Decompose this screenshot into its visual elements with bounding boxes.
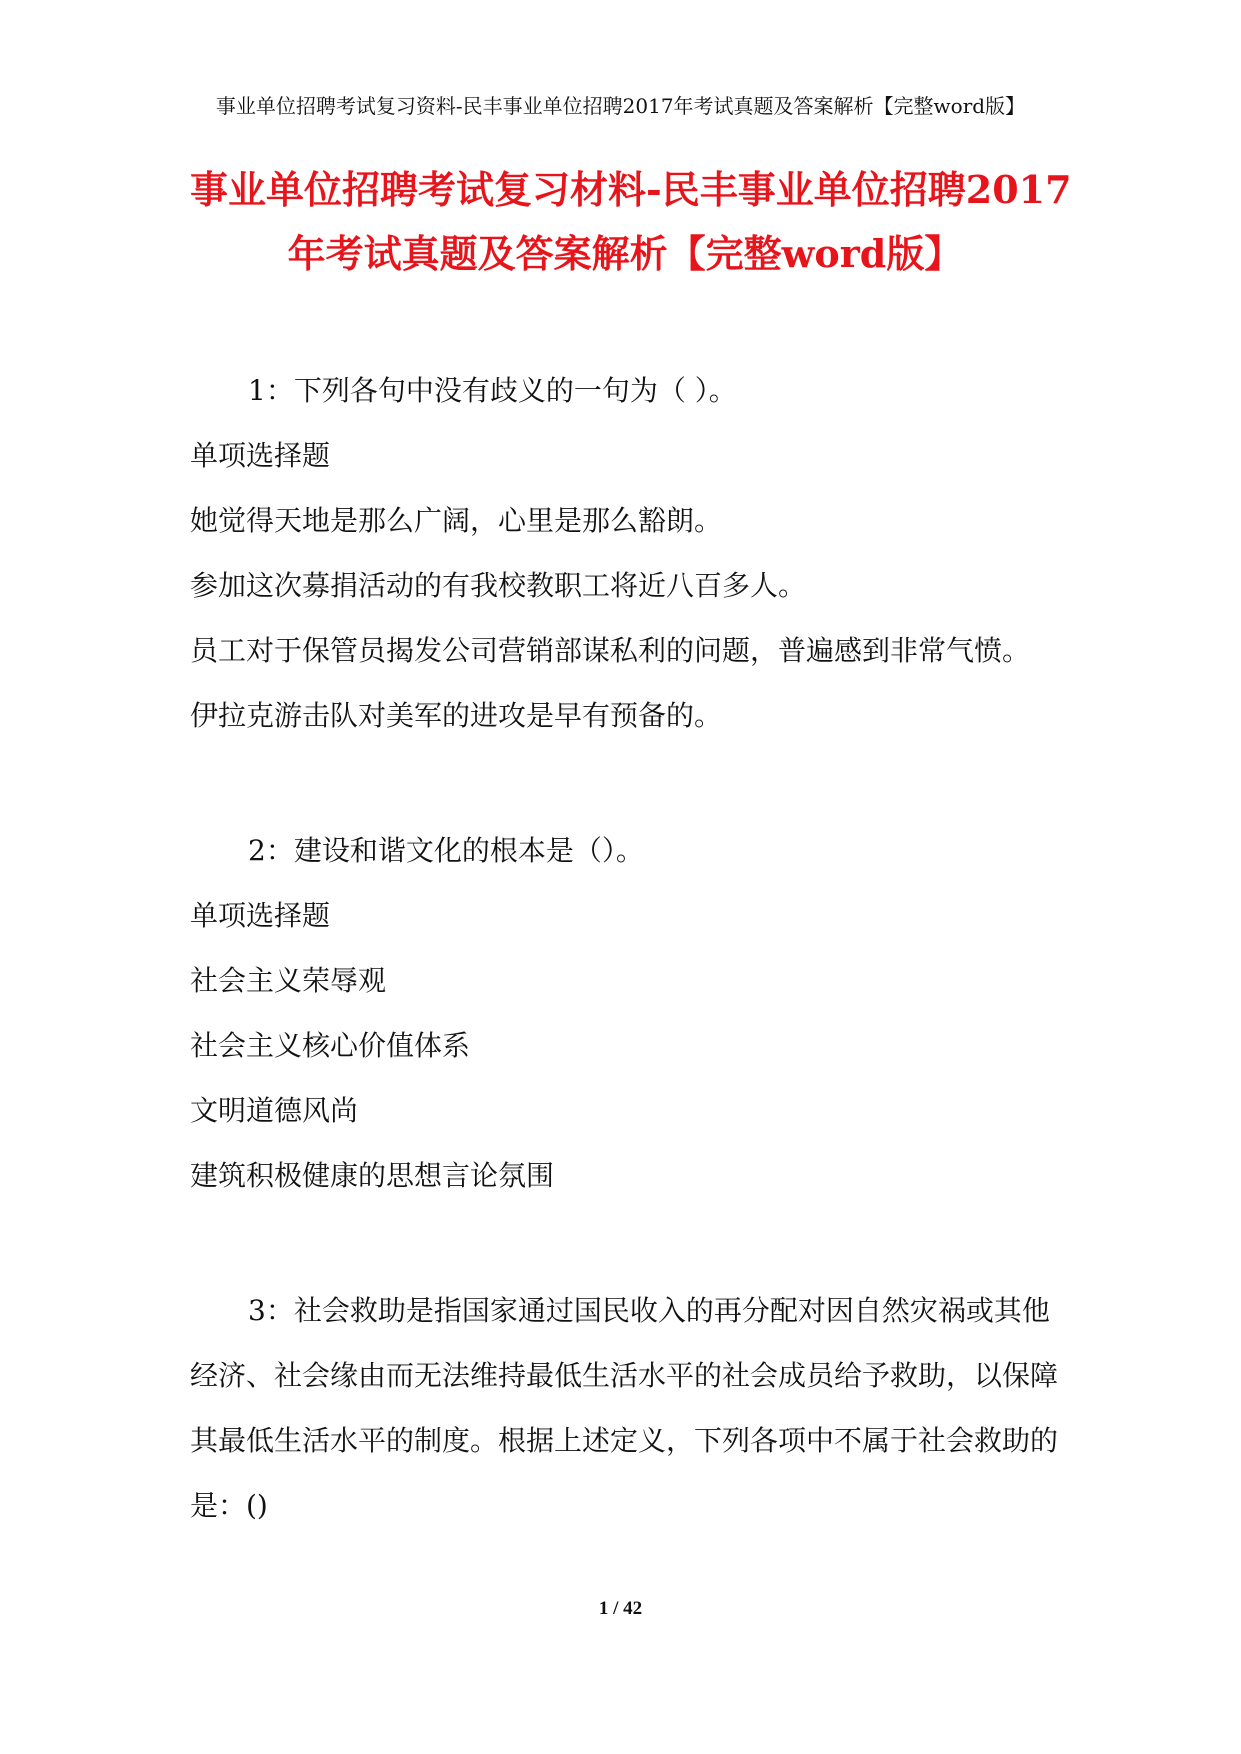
option-1: 她觉得天地是那么广阔，心里是那么豁朗。 — [190, 504, 723, 537]
question-type: 单项选择题 — [190, 899, 331, 932]
question-type: 单项选择题 — [190, 439, 331, 472]
option-2: 参加这次募捐活动的有我校教职工将近八百多人。 — [190, 569, 807, 602]
title-line-2: 年考试真题及答案解析【完整word版】 — [287, 231, 963, 276]
option-3: 文明道德风尚 — [190, 1094, 359, 1127]
option-1: 社会主义荣辱观 — [190, 964, 387, 997]
option-2: 社会主义核心价值体系 — [190, 1029, 471, 1062]
question-stem: 2：建设和谐文化的根本是（）。 — [248, 834, 644, 867]
option-4: 建筑积极健康的思想言论氛围 — [190, 1159, 555, 1192]
question-1 — [190, 358, 1060, 748]
title-line-1: 事业单位招聘考试复习材料-民丰事业单位招聘2017 — [190, 167, 1072, 212]
option-4: 伊拉克游击队对美军的进攻是早有预备的。 — [190, 699, 723, 732]
option-3: 员工对于保管员揭发公司营销部谋私利的问题，普遍感到非常气愤。 — [190, 634, 1031, 667]
question-stem: 3：社会救助是指国家通过国民收入的再分配对因自然灾祸或其他经济、社会缘由而无法维持最低生活水平的社会成员给予救助，以保障其最低生活水平的制度。根据上述定义，下列各项中不属于社会救助的是：() — [190, 1294, 1059, 1522]
question-stem: 1：下列各句中没有歧义的一句为（ ）。 — [248, 374, 737, 407]
question-3 — [190, 1278, 1060, 1538]
document-title — [190, 158, 1072, 286]
question-2 — [190, 818, 1060, 1208]
document-body — [190, 358, 1060, 1608]
page-number: 1 / 42 — [598, 1598, 643, 1619]
running-header: 事业单位招聘考试复习资料-民丰事业单位招聘2017年考试真题及答案解析【完整word版】 — [215, 94, 1026, 118]
